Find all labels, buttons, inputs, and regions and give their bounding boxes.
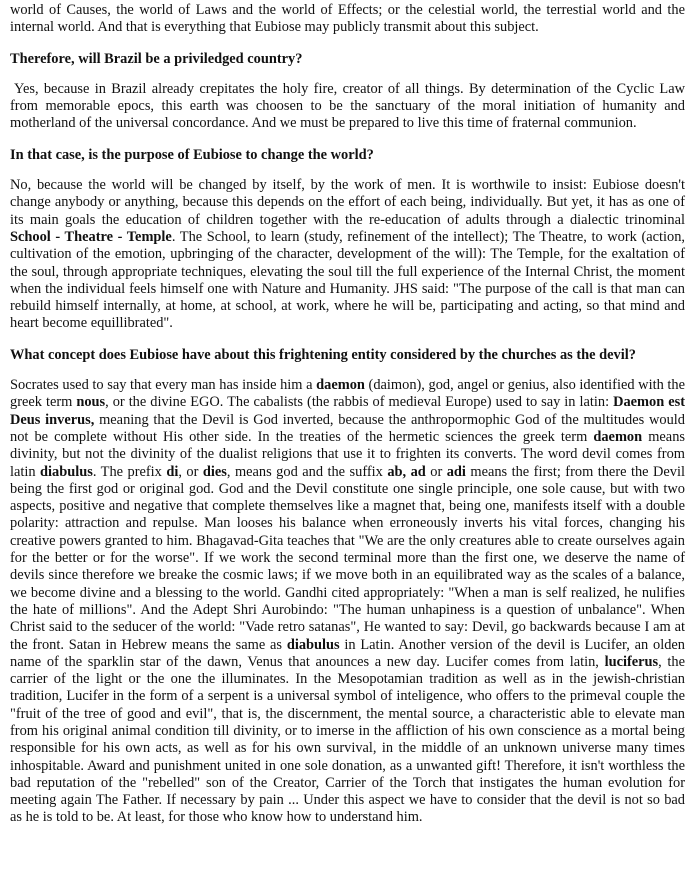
devil-text: , or [178,463,203,480]
term-nous: nous [76,394,106,411]
term-diabulus: diabulus [40,463,93,480]
question-brazil: Therefore, will Brazil be a priviledged country? [10,50,303,67]
term-luciferus: luciferus [604,653,659,670]
question-change-world: In that case, is the purpose of Eubiose to change the world? [10,146,374,163]
devil-text: meaning that the Devil is God inverted, because the anthropormophic God of the multitudes would not be complete without His other side. In the treaties of the hermetic sciences the greek term [10,411,685,445]
term-dies: dies [202,463,227,480]
term-daemon: daemon [593,428,643,445]
devil-text: . The prefix [92,463,167,480]
answer-change-world [10,177,685,333]
answer-brazil: Yes, because in Brazil already crepitates the holy fire, creator of all things. By determination of the Cyclic Law from memorable epocs, this earth was choosen to be the sanctuary of the moral initiation of humanity and motherland of the universal concordance. And we must be prepared to live this time of fraternal communion. [10,80,685,132]
devil-text: Socrates used to say that every man has inside him a [10,377,317,394]
devil-text: , or the divine EGO. The cabalists (the rabbis of medieval Europe) used to say in latin: [105,394,614,411]
term-daemon: daemon [316,377,365,394]
question-devil: What concept does Eubiose have about this frightening entity considered by the churches as the devil? [10,346,636,363]
school-theatre-temple: School - Theatre - Temple [10,228,172,245]
devil-text: , means god and the suffix [226,463,388,480]
answer-change-world-text-1: No, because the world will be changed by itself, by the work of men. It is worthwile to insist: Eubiose doesn't change anybody or anything, because this depends on the effort of each being, individually. But yet, it has as one of its main goals the education of children together with the re-education of adults through a dialectic trinominal [10,177,685,228]
devil-text: means divinity, but not the divinity of the dualist religions that use it to frighten its converts. The word devil comes from latin [10,428,685,480]
devil-text: , the carrier of the light or the one the illuminates. In the Mesopotamian tradition as well as in the jewish-christian tradition, Lucifer in the form of a serpent is a universal symbol of inteligence, who offers to the primeval couple the "fruit of the tree of good and evil", that is, the discernment, the mental source, a characteristic able to elevate man from his original animal condition till divinity, or to imerse in the affliction of his own conscience as a mortal being responsible for his own acts, as well as for his own survival, in the middle of an unknown universe many times inhospitable. Award and punishment united in one sole donation, as a unwanted gift! Therefore, it isn't worthless the bad reputation of the "rebelled" son of the Creator, Carrier of the Torch that instigates the human evolution for meeting again The Father. If necessary by pain ... Under this aspect we have to consider that the devil is not so bad as he is told to be. At least, for those who know how to understand him. [10,653,686,826]
term-daemon-est-deus: Daemon est Deus inverus, [10,394,685,428]
term-adi: adi [446,463,466,480]
devil-text: means the first; from there the Devil being the first god or original god. God and the Devil constitute one single principle, one sole cause, but with two aspects, positive and negative that complete themselves like a magnet that, being one, manifests itself with a double polarity: attraction and repulse. Man looses his balance when erroneously inverts his vital forces, changing his creative powers granted to him. Bhagavad-Gita teaches that "We are the only creatures able to create ourselves again for the better or for the worse". If we work the second terminal more than the first one, we deserve the name of devils since therefore we breake the cosmic laws; if we move both in an equilibrated way as the scales of a balance, we become divine and a blessing to the world. Gandhi cited appropriately: "When a man is self realized, he nulifies the hate of millions". And the Adept Shri Aurobindo: "The human unhapiness is a question of unbalance". When Christ said to the seducer of the world: "Vade retro satanas", He wanted to say: Devil, go backwards because I am at the front. Satan in Hebrew means the same as [10,463,685,653]
paragraph-intro: world of Causes, the world of Laws and the world of Effects; or the celestial world, the terrestial world and the internal world. And that is everything that Eubiose may publicly transmit about this subject. [10,2,685,36]
devil-text: (daimon), god, angel or genius, also identified with the greek term [10,377,685,411]
answer-devil [10,377,685,827]
term-ab-ad: ab, ad [387,463,426,480]
devil-text: or [425,463,447,480]
document-page [10,2,685,841]
answer-change-world-text-2: . The School, to learn (study, refinement of the intellect); The Theatre, to work (action, cultivation of the emotion, upbringing of the character, development of the will): The Temple, for the exaltation of the soul, through appropriate techniques, elevating the soul till the full experience of the Internal Christ, the moment when the individual feels himself one with Nature and Humanity. JHS said: "The purpose of the call is that man can rebuild himself internally, at home, at school, at work, where he will be, participating and acting, so that mind and heart become equillibrated". [10,228,685,332]
term-diabulus: diabulus [286,636,340,653]
devil-text: in Latin. Another version of the devil is Lucifer, an olden name of the sparklin star of the dawn, Venus that anounces a new day. Lucifer comes from latin, [10,636,685,670]
term-di: di [166,463,179,480]
